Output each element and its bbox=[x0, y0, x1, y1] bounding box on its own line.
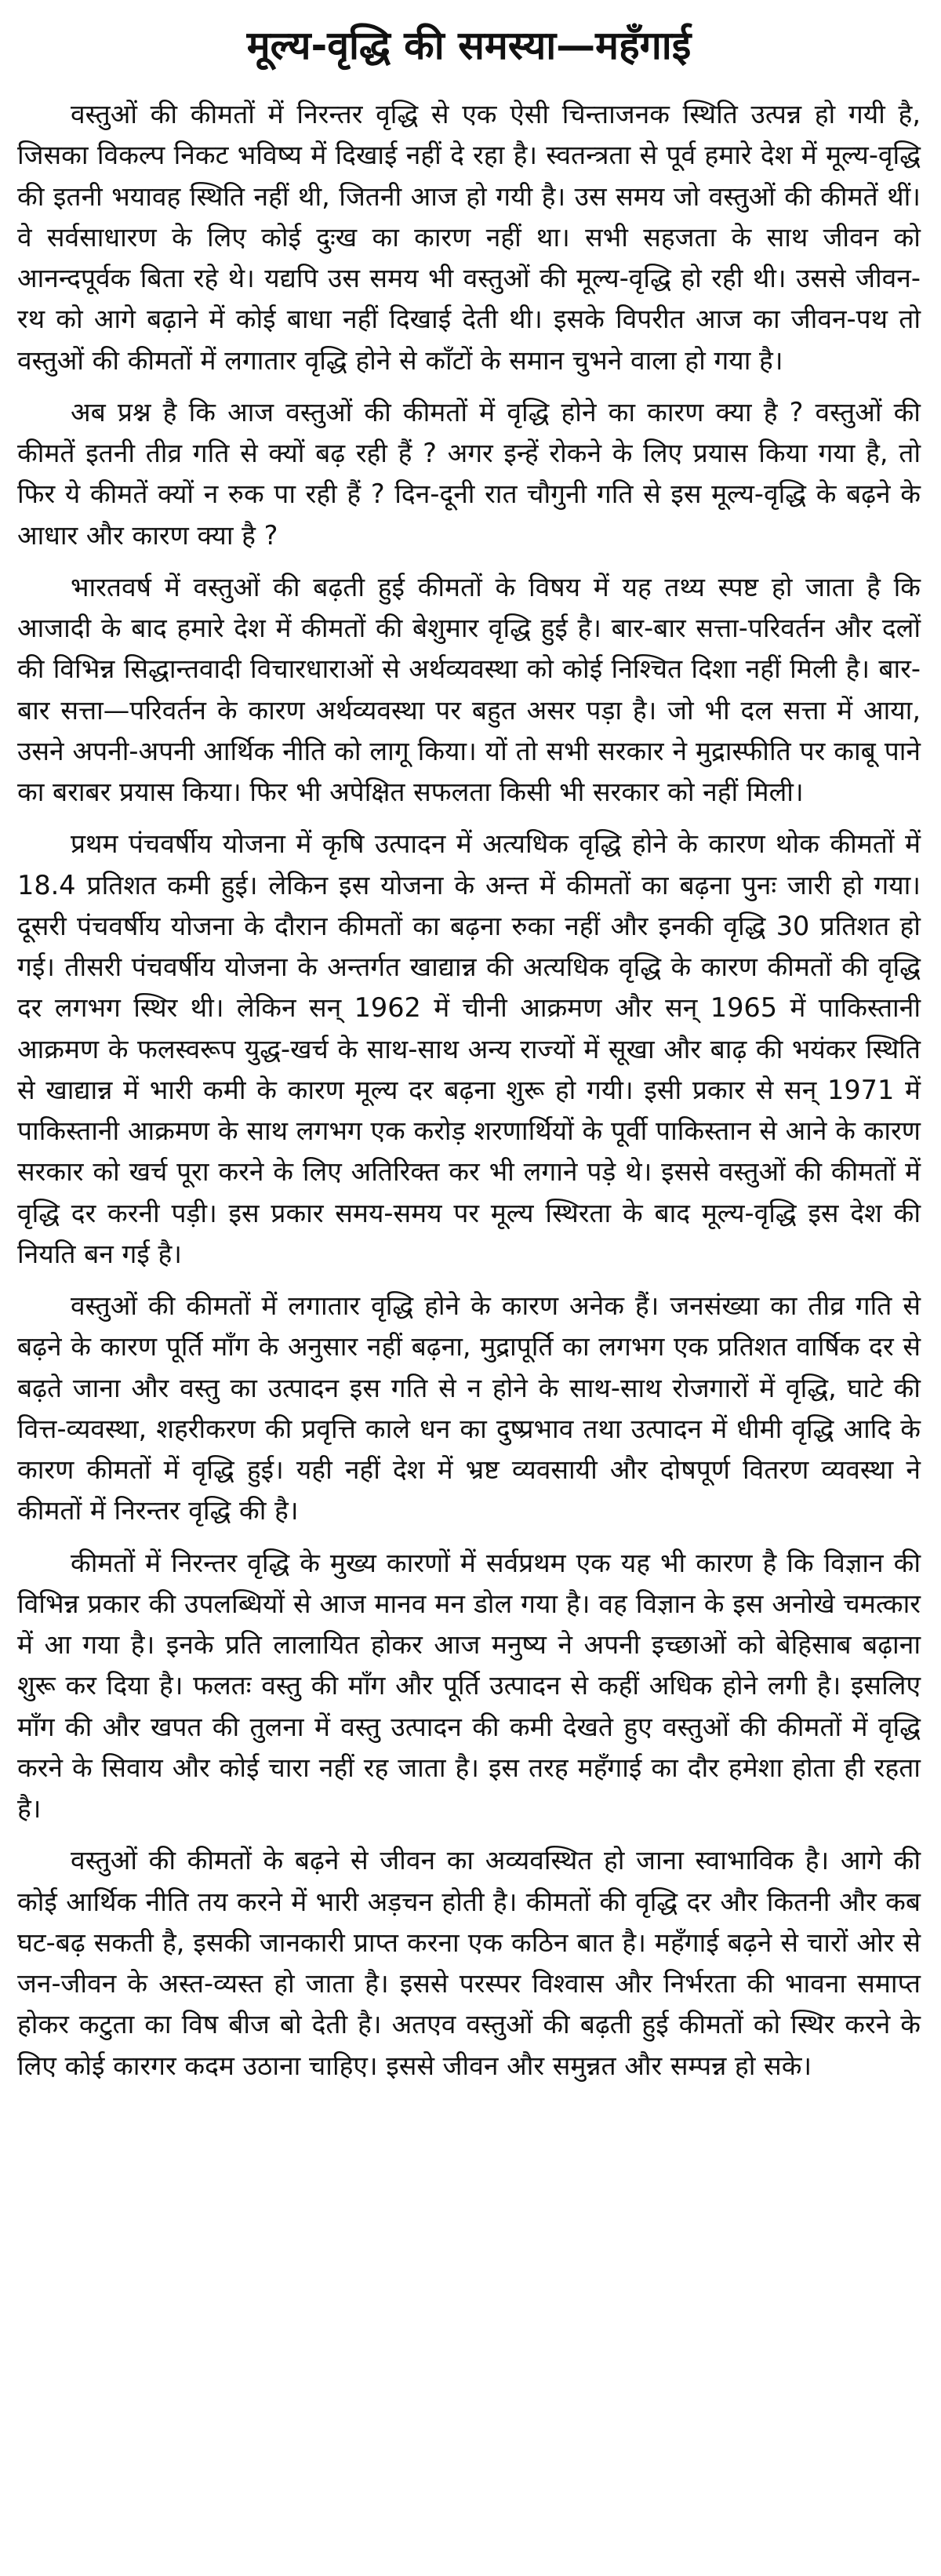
essay-paragraph-2: अब प्रश्न है कि आज वस्तुओं की कीमतों में वृद्धि होने का कारण क्या है ? वस्तुओं की कीमतें इतनी तीव्र गति से क्यों बढ़ रही हैं ? अगर इन्हें रोकने के लिए प्रयास किया गया है, तो फिर ये कीमतें क्यों न रुक पा रही हैं ? दिन-दूनी रात चौगुनी गति से इस मूल्य-वृद्धि के बढ़ने के आधार और कारण क्या है ? bbox=[17, 396, 921, 551]
essay-paragraph-6: कीमतों में निरन्तर वृद्धि के मुख्य कारणों में सर्वप्रथम एक यह भी कारण है कि विज्ञान की विभिन्न प्रकार की उपलब्धियों से आज मानव मन डोल गया है। वह विज्ञान के इस अनोखे चमत्कार में आ गया है। इनके प्रति लालायित होकर आज मनुष्य ने अपनी इच्छाओं को बेहिसाब बढ़ाना शुरू कर दिया है। फलतः वस्तु की माँग और पूर्ति उत्पादन से कहीं अधिक होने लगी है। इसलिए माँग की और खपत की तुलना में वस्तु उत्पादन की कमी देखते हुए वस्तुओं की कीमतों में वृद्धि करने के सिवाय और कोई चारा नहीं रह जाता है। इस तरह महँगाई का दौर हमेशा होता ही रहता है। bbox=[17, 1547, 921, 1824]
essay-paragraph-1: वस्तुओं की कीमतों में निरन्तर वृद्धि से एक ऐसी चिन्ताजनक स्थिति उत्पन्न हो गयी है, जिसका विकल्प निकट भविष्य में दिखाई नहीं दे रहा है। स्वतन्त्रता से पूर्व हमारे देश में मूल्य-वृद्धि की इतनी भयावह स्थिति नहीं थी, जितनी आज हो गयी है। उस समय जो वस्तुओं की कीमतें थीं। वे सर्वसाधारण के लिए कोई दुःख का कारण नहीं था। सभी सहजता के साथ जीवन को आनन्दपूर्वक बिता रहे थे। यद्यपि उस समय भी वस्तुओं की मूल्य-वृद्धि हो रही थी। उससे जीवन-रथ को आगे बढ़ाने में कोई बाधा नहीं दिखाई देती थी। इसके विपरीत आज का जीवन-पथ तो वस्तुओं की कीमतों में लगातार वृद्धि होने से काँटों के समान चुभने वाला हो गया है। bbox=[17, 99, 921, 376]
essay-paragraph-7: वस्तुओं की कीमतों के बढ़ने से जीवन का अव्यवस्थित हो जाना स्वाभाविक है। आगे की कोई आर्थिक नीति तय करने में भारी अड़चन होती है। कीमतों की वृद्धि दर और कितनी और कब घट-बढ़ सकती है, इसकी जानकारी प्राप्त करना एक कठिन बात है। महँगाई बढ़ने से चारों ओर से जन-जीवन के अस्त-व्यस्त हो जाता है। इससे परस्पर विश्वास और निर्भरता की भावना समाप्त होकर कटुता का विष बीज बो देती है। अतएव वस्तुओं की बढ़ती हुई कीमतों को स्थिर करने के लिए कोई कारगर कदम उठाना चाहिए। इससे जीवन और समुन्नत और सम्पन्न हो सके। bbox=[17, 1845, 921, 2081]
essay-paragraph-3: भारतवर्ष में वस्तुओं की बढ़ती हुई कीमतों के विषय में यह तथ्य स्पष्ट हो जाता है कि आजादी के बाद हमारे देश में कीमतों की बेशुमार वृद्धि हुई है। बार-बार सत्ता-परिवर्तन और दलों की विभिन्न सिद्धान्तवादी विचारधाराओं से अर्थव्यवस्था को कोई निश्चित दिशा नहीं मिली है। बार-बार सत्ता—परिवर्तन के कारण अर्थव्यवस्था पर बहुत असर पड़ा है। जो भी दल सत्ता में आया, उसने अपनी-अपनी आर्थिक नीति को लागू किया। यों तो सभी सरकार ने मुद्रास्फीति पर काबू पाने का बराबर प्रयास किया। फिर भी अपेक्षित सफलता किसी भी सरकार को नहीं मिली। bbox=[17, 571, 921, 807]
essay-title: मूल्य-वृद्धि की समस्या—महँगाई bbox=[246, 23, 692, 68]
essay-paragraph-5: वस्तुओं की कीमतों में लगातार वृद्धि होने के कारण अनेक हैं। जनसंख्या का तीव्र गति से बढ़ने के कारण पूर्ति माँग के अनुसार नहीं बढ़ना, मुद्रापूर्ति का लगभग एक प्रतिशत वार्षिक दर से बढ़ते जाना और वस्तु का उत्पादन इस गति से न होने के साथ-साथ रोजगारों में वृद्धि, घाटे की वित्त-व्यवस्था, शहरीकरण की प्रवृत्ति काले धन का दुष्प्रभाव तथा उत्पादन में धीमी वृद्धि आदि के कारण कीमतों में वृद्धि हुई। यही नहीं देश में भ्रष्ट व्यवसायी और दोषपूर्ण वितरण व्यवस्था ने कीमतों में निरन्तर वृद्धि की है। bbox=[17, 1290, 921, 1526]
essay-paragraph-4: प्रथम पंचवर्षीय योजना में कृषि उत्पादन में अत्यधिक वृद्धि होने के कारण थोक कीमतों में 18.4 प्रतिशत कमी हुई। लेकिन इस योजना के अन्त में कीमतों का बढ़ना पुनः जारी हो गया। दूसरी पंचवर्षीय योजना के दौरान कीमतों का बढ़ना रुका नहीं और इनकी वृद्धि 30 प्रतिशत हो गई। तीसरी पंचवर्षीय योजना के अन्तर्गत खाद्यान्न की अत्यधिक वृद्धि के कारण कीमतों की वृद्धि दर लगभग स्थिर थी। लेकिन सन् 1962 में चीनी आक्रमण और सन् 1965 में पाकिस्तानी आक्रमण के फलस्वरूप युद्ध-खर्च के साथ-साथ अन्य राज्यों में सूखा और बाढ़ की भयंकर स्थिति से खाद्यान्न में भारी कमी के कारण मूल्य दर बढ़ना शुरू हो गयी। इसी प्रकार से सन् 1971 में पाकिस्तानी आक्रमण के साथ लगभग एक करोड़ शरणार्थियों के पूर्वी पाकिस्तान से आने के कारण सरकार को खर्च पूरा करने के लिए अतिरिक्त कर भी लगाने पड़े थे। इससे वस्तुओं की कीमतों में वृद्धि दर करनी पड़ी। इस प्रकार समय-समय पर मूल्य स्थिरता के बाद मूल्य-वृद्धि इस देश की नियति बन गई है। bbox=[17, 828, 921, 1269]
